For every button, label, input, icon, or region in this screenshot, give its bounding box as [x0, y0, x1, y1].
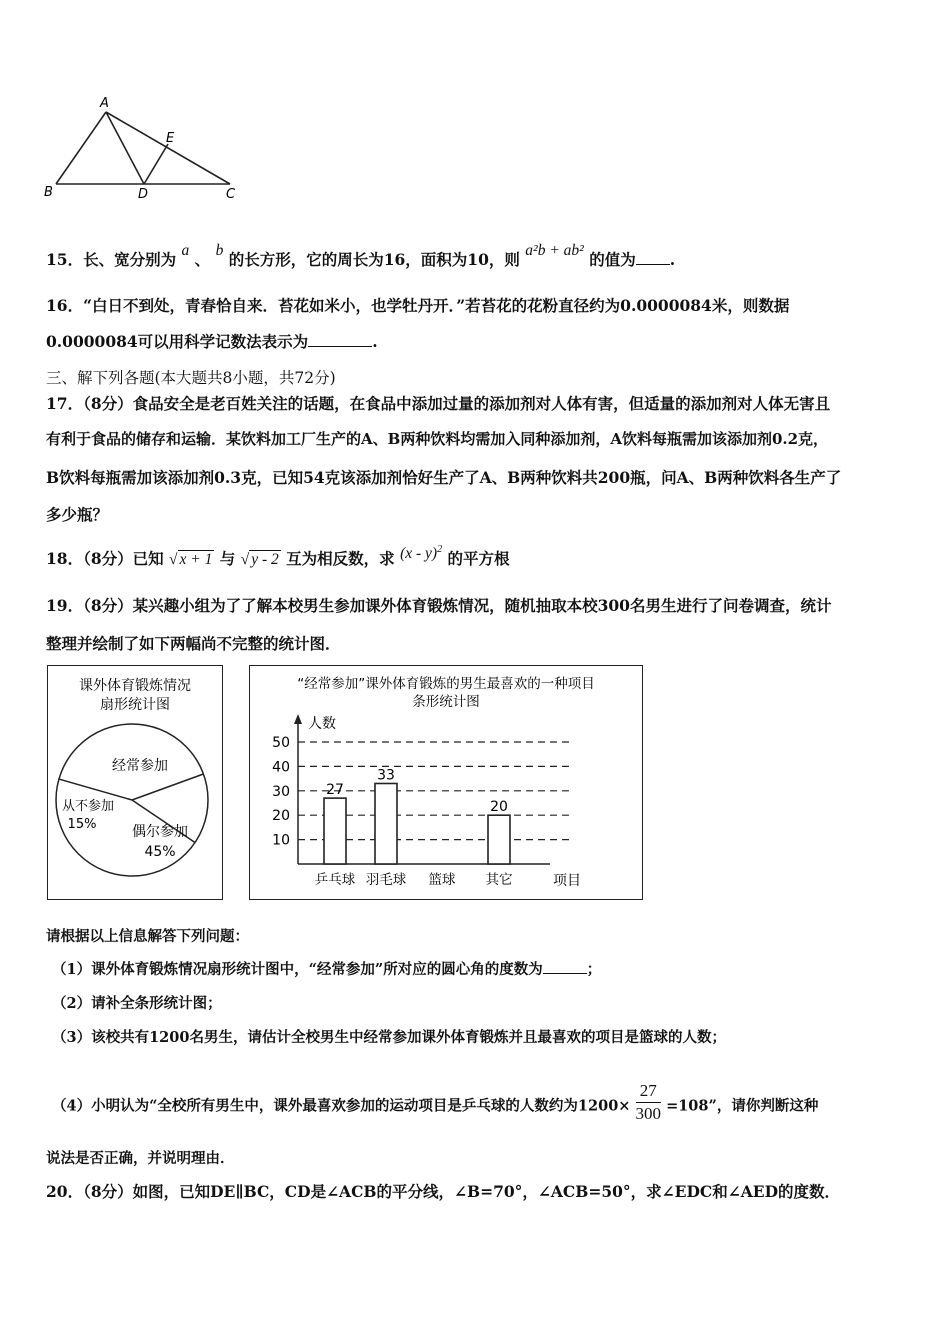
question-17-line4: 多少瓶？ [46, 505, 109, 524]
triangle-figure [40, 92, 250, 204]
question-17-line1: 17．（8分）食品安全是老百姓关注的话题，在食品中添加过量的添加剂对人体有害，但适量的添加剂对人体无害且 [46, 394, 831, 413]
bar-乒乓球 [324, 798, 346, 864]
y-tick-label: 20 [272, 808, 290, 825]
pie-value-sometimes: 45% [144, 844, 176, 860]
q19-fraction [636, 1080, 662, 1125]
segment-de [144, 144, 168, 184]
q18-text2: 互为相反数，求 [286, 549, 395, 568]
q19-sub4-text2: =108”，请你判断这种 [666, 1097, 819, 1115]
y-tick-label: 30 [272, 783, 290, 800]
question-17-line2: 有利于食品的储存和运输．某饮料加工厂生产的A、B两种饮料均需加入同种添加剂，A饮料每瓶需加该添加剂0.2克， [46, 430, 829, 448]
question-19-sub4 [52, 1081, 819, 1129]
bar-x-axis-label: 项目 [553, 873, 581, 889]
segment-ab [56, 112, 106, 184]
q19-sub4-text: （4）小明认为“全校所有男生中，课外最喜欢参加的运动项目是乒乓球的人数约为1200× [52, 1097, 631, 1115]
q18-expr: (x - y)$^2$ [400, 543, 443, 562]
q15-var-a: a [181, 242, 190, 259]
bar-y-axis-label: 人数 [308, 716, 336, 732]
q15-answer-blank[interactable] [636, 264, 670, 265]
q15-end: . [669, 250, 676, 269]
question-19-line1: 19．（8分）某兴趣小组为了了解本校男生参加课外体育锻炼情况，随机抽取本校300名男生进行了问卷调查，统计 [46, 596, 832, 615]
pie-value-never: 15% [67, 817, 97, 832]
bar-value-label: 27 [326, 782, 344, 799]
label-e: E [166, 131, 175, 146]
pie-chart-panel [47, 665, 223, 900]
q16-answer-blank[interactable] [308, 346, 372, 347]
q15-expression: a²b + ab² [525, 242, 584, 259]
category-label: 乒乓球 [314, 872, 356, 888]
pie-label-never: 从不参加 [61, 799, 115, 814]
q16-end: . [372, 332, 378, 351]
q15-text3: 的值为 [589, 250, 636, 269]
q15-text1: 长、宽分别为 [83, 250, 177, 269]
bar-羽毛球 [375, 783, 397, 864]
bar-value-label: 20 [490, 799, 508, 816]
question-16-line1: 16．“白日不到处，青春恰自来．苔花如米小，也学牡丹开．”若苔花的花粉直径约为0.0000084米，则数据 [46, 296, 790, 315]
q18-root2: √ y - 2 [240, 551, 279, 568]
question-19-prompt: 请根据以上信息解答下列问题： [46, 928, 249, 945]
q15-number: 15． [46, 250, 84, 269]
q19-sub1-end: ； [586, 961, 602, 978]
q18-head: 18．（8分）已知 [46, 549, 164, 568]
label-d: D [138, 187, 149, 202]
q19-fraction-numerator: 27 [636, 1080, 662, 1103]
bar-其它 [488, 815, 510, 864]
category-label: 其它 [485, 872, 513, 888]
q19-fraction-denominator: 300 [635, 1104, 661, 1123]
label-b: B [44, 185, 53, 200]
question-17-line3: B饮料每瓶需加该添加剂0.3克，已知54克该添加剂恰好生产了A、B两种饮料共200瓶，问A、B两种饮料各生产了 [46, 468, 842, 487]
pie-title-line1: 课外体育锻炼情况 [79, 678, 191, 694]
question-19-sub4-cont: 说法是否正确，并说明理由． [46, 1150, 235, 1167]
pie-title-line2: 扇形统计图 [100, 697, 170, 713]
question-19-sub2: （2）请补全条形统计图； [52, 995, 222, 1012]
q19-sub1-text: （1）课外体育锻炼情况扇形统计图中，“经常参加”所对应的圆心角的度数为 [52, 961, 543, 978]
y-tick-label: 10 [272, 832, 290, 849]
bar-chart-panel [249, 665, 643, 900]
y-tick-label: 40 [272, 759, 290, 776]
question-19-sub1 [52, 958, 601, 979]
bar-title-line2: 条形统计图 [412, 694, 480, 710]
label-c: C [226, 187, 236, 202]
q15-var-b: b [215, 242, 224, 259]
q18-mid: 与 [219, 549, 236, 568]
bar-y-axis-arrow [294, 714, 302, 724]
question-15 [46, 242, 676, 270]
question-19-sub3: （3）该校共有1200名男生，请估计全校男生中经常参加课外体育锻炼并且最喜欢的项目是篮球的人数； [52, 1029, 726, 1046]
category-label: 篮球 [428, 872, 456, 888]
question-16-line2 [46, 330, 378, 352]
q15-sep: 、 [194, 250, 211, 269]
q19-sub1-blank[interactable] [543, 973, 587, 974]
question-20: 20．（8分）如图，已知DE∥BC，CD是∠ACB的平分线，∠B=70°，∠ACB=50°，求∠EDC和∠AED的度数． [46, 1182, 841, 1201]
q18-text3: 的平方根 [447, 549, 510, 568]
bar-chart [250, 666, 642, 899]
pie-label-sometimes: 偶尔参加 [132, 824, 188, 840]
q18-root1: √ x + 1 [169, 551, 213, 568]
pie-chart [48, 666, 222, 899]
q15-text2: 的长方形，它的周长为16，面积为10，则 [228, 250, 520, 269]
question-19-line2: 整理并绘制了如下两幅尚不完整的统计图． [46, 634, 341, 653]
label-a: A [100, 96, 109, 111]
bar-value-label: 33 [377, 767, 395, 784]
section-3-heading: 三、解下列各题(本大题共8小题，共72分) [46, 369, 336, 387]
pie-label-regular: 经常参加 [112, 758, 168, 774]
y-tick-label: 50 [272, 735, 290, 751]
category-label: 羽毛球 [365, 872, 407, 888]
question-18 [46, 543, 510, 569]
q16-text: 0.0000084可以用科学记数法表示为 [46, 332, 309, 351]
bar-title-line1: “经常参加”课外体育锻炼的男生最喜欢的一种项目 [297, 676, 595, 692]
